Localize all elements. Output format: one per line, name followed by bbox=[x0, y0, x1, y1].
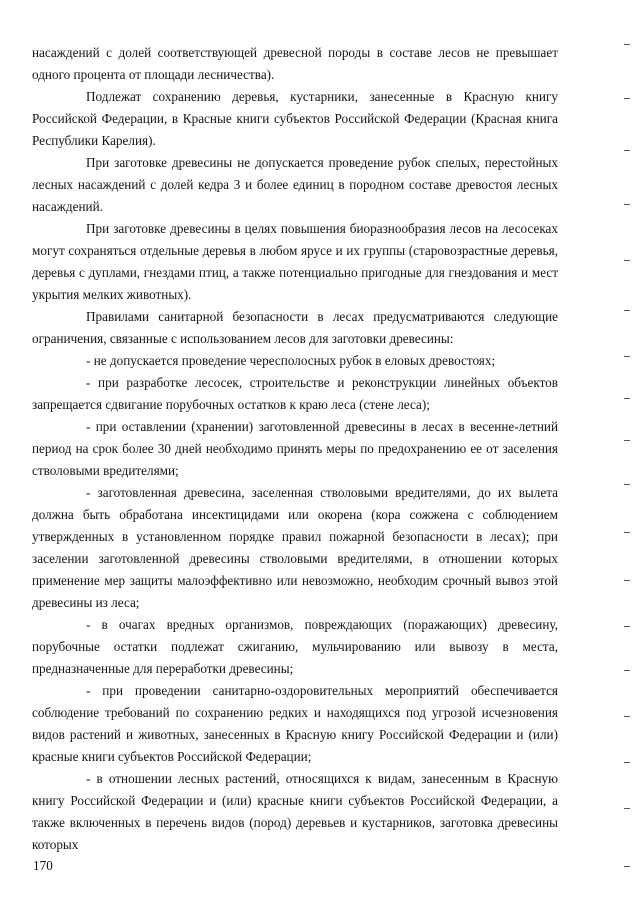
paragraph: Подлежат сохранению деревья, кустарники, занесенные в Красную книгу Российской Федерации, в Красные книги субъектов Российской Федерации (Красная книга Республики Карелия). bbox=[32, 89, 558, 148]
scan-mark bbox=[624, 670, 630, 671]
scan-mark bbox=[624, 310, 630, 311]
paragraph: - при разработке лесосек, строительстве и реконструкции линейных объектов запрещается сдвигание порубочных остатков к краю леса (стене леса); bbox=[32, 375, 558, 412]
scan-mark bbox=[624, 98, 630, 99]
paragraph: - заготовленная древесина, заселенная стволовыми вредителями, до их вылета должна быть обработана инсектицидами или окорена (кора сожжена с соблюдением утвержденных в установленном порядке правил пожарной безопасности в лесах); при заселении заготовленной древесины стволовыми вредителями, в отношении которых применение мер защиты малоэффективно или невозможно, необходим срочный вывоз этой древесины из леса; bbox=[32, 485, 558, 610]
scan-mark bbox=[624, 762, 630, 763]
scan-mark bbox=[624, 626, 630, 627]
scan-mark bbox=[624, 398, 630, 399]
margin-scan-marks bbox=[610, 0, 640, 905]
paragraph: - при оставлении (хранении) заготовленной древесины в лесах в весенне-летний период на срок более 30 дней необходимо принять меры по предохранению ее от заселения стволовыми вредителями; bbox=[32, 419, 558, 478]
scan-mark bbox=[624, 532, 630, 533]
document-body bbox=[32, 42, 558, 856]
paragraph: - при проведении санитарно-оздоровительных мероприятий обеспечивается соблюдение требований по сохранению редких и находящихся под угрозой исчезновения видов растений и животных, занесенных в Красную книгу Российской Федерации и (или) красные книги субъектов Российской Федерации; bbox=[32, 683, 558, 764]
scan-mark bbox=[624, 866, 630, 867]
paragraph: - не допускается проведение чересполосных рубок в еловых древостоях; bbox=[86, 353, 496, 368]
scan-mark bbox=[624, 204, 630, 205]
paragraph: - в очагах вредных организмов, повреждающих (поражающих) древесину, порубочные остатки подлежат сжиганию, мульчированию или вывозу в места, предназначенные для переработки древесины; bbox=[32, 617, 558, 676]
scan-mark bbox=[624, 808, 630, 809]
scan-mark bbox=[624, 44, 630, 45]
paragraph: При заготовке древесины в целях повышения биоразнообразия лесов на лесосеках могут сохраняться отдельные деревья в любом ярусе и их группы (старовозрастные деревья, деревья с дуплами, гнездами птиц, а также потенциально пригодные для гнездования и мест укрытия мелких животных). bbox=[32, 221, 558, 302]
scan-mark bbox=[624, 440, 630, 441]
paragraph: - в отношении лесных растений, относящихся к видам, занесенным в Красную книгу Российской Федерации и (или) красные книги субъектов Российской Федерации, а также включенных в перечень видов (пород) деревьев и кустарников, заготовка древесины которых bbox=[32, 771, 558, 852]
scan-mark bbox=[624, 356, 630, 357]
paragraph: насаждений с долей соответствующей древесной породы в составе лесов не превышает одного процента от площади лесничества). bbox=[32, 45, 558, 82]
scan-mark bbox=[624, 716, 630, 717]
paragraph: При заготовке древесины не допускается проведение рубок спелых, перестойных лесных насаждений с долей кедра 3 и более единиц в породном составе древостоя лесных насаждений. bbox=[32, 155, 558, 214]
page-number: 170 bbox=[33, 858, 53, 873]
scan-mark bbox=[624, 580, 630, 581]
scan-mark bbox=[624, 484, 630, 485]
scan-mark bbox=[624, 260, 630, 261]
paragraph: Правилами санитарной безопасности в лесах предусматриваются следующие ограничения, связанные с использованием лесов для заготовки древесины: bbox=[32, 309, 558, 346]
scan-mark bbox=[624, 150, 630, 151]
